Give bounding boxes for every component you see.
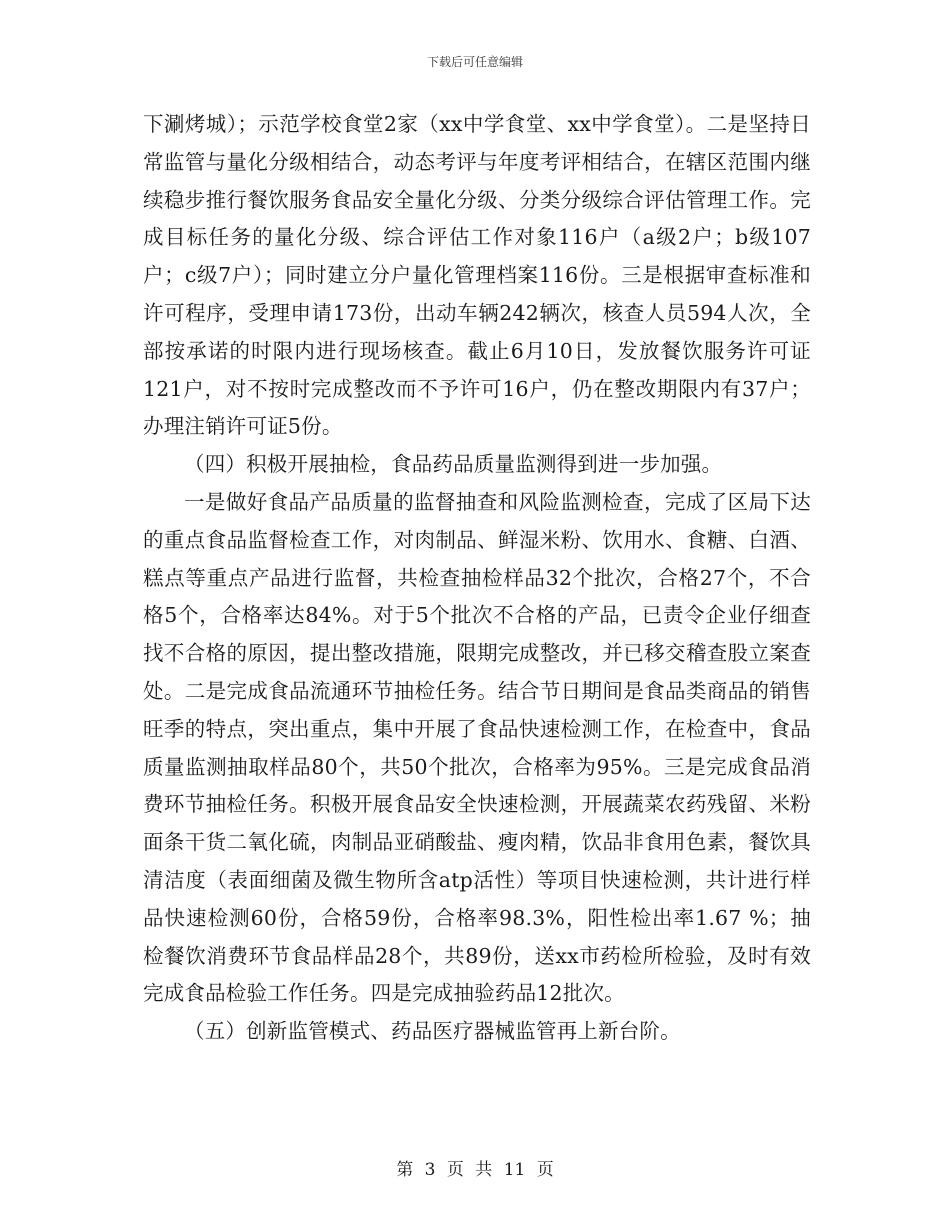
- page-header: 下载后可任意编辑: [426, 55, 523, 69]
- page-footer: 第 3 页 共 11 页: [396, 1160, 554, 1180]
- section-heading-5: （五）创新监管模式、药品医疗器械监管再上新台阶。: [184, 1019, 681, 1044]
- section-heading-4: （四）积极开展抽检，食品药品质量监测得到进一步加强。: [184, 452, 723, 477]
- paragraph-1: 下涮烤城）；示范学校食堂2家（xx中学食堂、xx中学食堂）。二是坚持日常监管与量化分级相结合，动态考评与年度考评相结合，在辖区范围内继续稳步推行餐饮服务食品安全量化分级、分类分级综合评估管理工作。完成目标任务的量化分级、综合评估工作对象116户（a级2户；b级107户；c级7户）；同时建立分户量化管理档案116份。三是根据审查标准和许可程序，受理申请173份，出动车辆242辆次，核查人员594人次，全部按承诺的时限内进行现场核查。截止6月10日，发放餐饮服务许可证121户，对不按时完成整改而不予许可16户，仍在整改期限内有37户；办理注销许可证5份。: [143, 112, 811, 439]
- document-body: [143, 106, 811, 1051]
- paragraph-2: 一是做好食品产品质量的监督抽查和风险监测检查，完成了区局下达的重点食品监督检查工作，对肉制品、鲜湿米粉、饮用水、食糖、白酒、糕点等重点产品进行监督，共检查抽检样品32个批次，合格27个，不合格5个，合格率达84%。对于5个批次不合格的产品，已责令企业仔细查找不合格的原因，提出整改措施，限期完成整改，并已移交稽查股立案查处。二是完成食品流通环节抽检任务。结合节日期间是食品类商品的销售旺季的特点，突出重点，集中开展了食品快速检测工作，在检查中，食品质量监测抽取样品80个，共50个批次，合格率为95%。三是完成食品消费环节抽检任务。积极开展食品安全快速检测，开展蔬菜农药残留、米粉面条干货二氧化硫，肉制品亚硝酸盐、瘦肉精，饮品非食用色素，餐饮具清洁度（表面细菌及微生物所含atp活性）等项目快速检测，共计进行样品快速检测60份，合格59份，合格率98.3%，阳性检出率1.67 %；抽检餐饮消费环节食品样品28个，共89份，送xx市药检所检验，及时有效完成食品检验工作任务。四是完成抽验药品12批次。: [143, 489, 811, 1006]
